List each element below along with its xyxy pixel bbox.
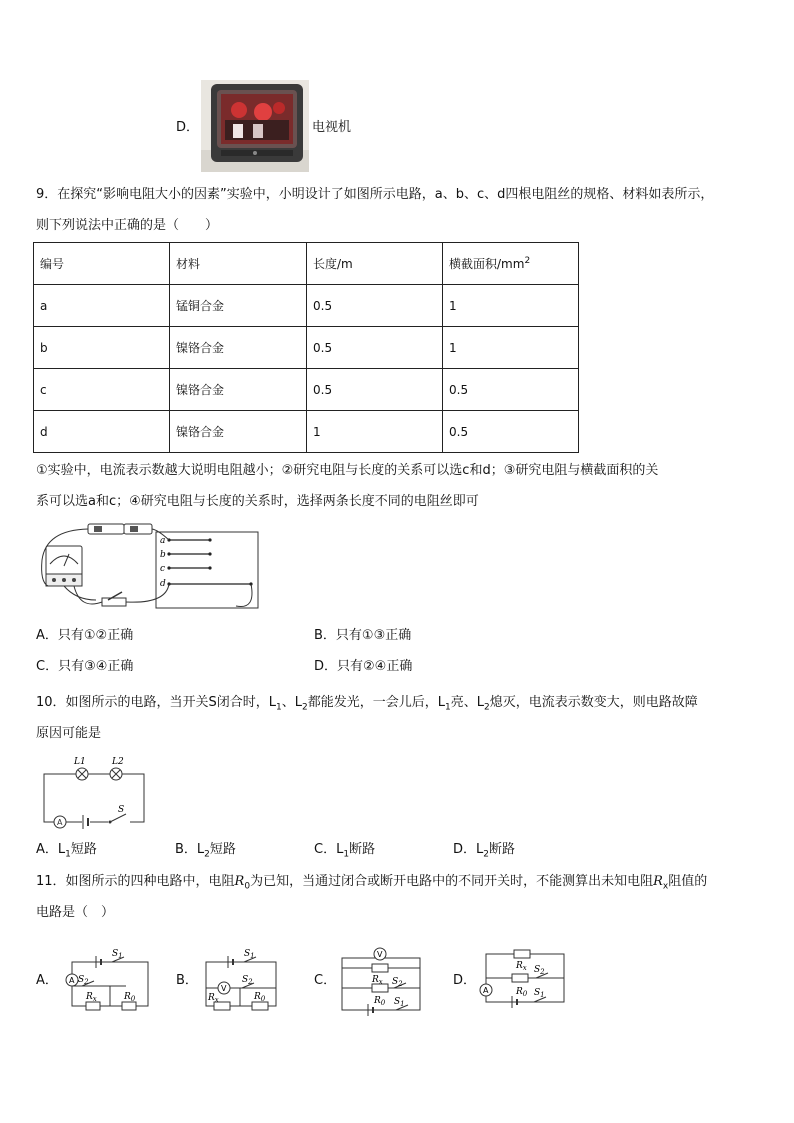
- table-header-row: [34, 243, 579, 285]
- q11-r0-sub: 0: [244, 881, 251, 892]
- table-cell: 0.5: [307, 369, 443, 411]
- q10-option-c-post: 断路: [349, 842, 376, 857]
- svg-text:A: A: [57, 818, 63, 827]
- svg-text:R0: $R_0$: [124, 992, 136, 1003]
- q11-text: 阻值的: [668, 874, 708, 889]
- q9-option-a[interactable]: A．只有①②正确: [36, 628, 134, 643]
- q10-text: 亮、L: [450, 695, 484, 710]
- table-row: [34, 411, 579, 453]
- table-header-cell: 长度/m: [307, 243, 443, 285]
- q10-option-b[interactable]: [175, 840, 236, 865]
- q10-option-a-post: 短路: [70, 842, 97, 857]
- switch-s-label: S: [118, 805, 125, 815]
- svg-text:S2: $S_2$: [242, 975, 253, 986]
- q10-text: 都能发光，一会儿后，L: [307, 695, 446, 710]
- wire-label-d: d: [160, 579, 166, 589]
- q11-r0: R: [234, 874, 245, 889]
- q11-rx-sub: x: [662, 881, 669, 892]
- q10-option-b-text: B．L: [175, 842, 205, 857]
- q11-circuit-a: [62, 948, 152, 1012]
- q11-circuit-d: [476, 944, 570, 1016]
- table-cell: d: [34, 411, 170, 453]
- q10-stem-line1: [36, 693, 698, 718]
- q11-option-d[interactable]: D．: [453, 973, 477, 988]
- q11-option-a[interactable]: A．: [36, 973, 58, 988]
- svg-text:R0: $R_0$: [516, 987, 528, 998]
- q10-option-d-post: 断路: [489, 842, 516, 857]
- tv-image: [201, 80, 309, 172]
- table-header-cell: 编号: [34, 243, 170, 285]
- q9-option-c[interactable]: C．只有③④正确: [36, 659, 134, 674]
- table-cell: 0.5: [307, 327, 443, 369]
- q9-stem-line2: 则下列说法中正确的是（ ）: [36, 218, 219, 233]
- wire-label-a: a: [160, 536, 166, 546]
- svg-text:A: A: [483, 986, 489, 995]
- table-cell: 锰铜合金: [170, 285, 307, 327]
- q10-sub: 1: [276, 702, 282, 713]
- svg-text:S1: $S_1$: [112, 949, 123, 960]
- svg-text:Rx: $R_x$: [86, 992, 97, 1003]
- table-cell: 1: [443, 285, 579, 327]
- q10-option-c[interactable]: [314, 840, 375, 865]
- q11-text: 为已知，当通过闭合或断开电路中的不同开关时，不能测算出未知电阻: [250, 874, 654, 889]
- svg-text:R0: $R_0$: [254, 992, 266, 1003]
- q11-text: 11．如图所示的四种电路中，电阻: [36, 874, 235, 889]
- svg-text:Rx: $R_x$: [372, 975, 383, 986]
- q9-table: [33, 242, 579, 453]
- q11-rx: R: [653, 874, 663, 889]
- q10-option-a-text: A．L: [36, 842, 66, 857]
- q9-stem-line1: 9．在探究“影响电阻大小的因素”实验中，小明设计了如图所示电路，a、b、c、d四根电阻丝的规格、材料如表所示，: [36, 187, 714, 202]
- q10-sub: 1: [445, 702, 451, 713]
- table-cell: 镍铬合金: [170, 369, 307, 411]
- table-cell: 1: [307, 411, 443, 453]
- q11-option-c[interactable]: C．: [314, 973, 337, 988]
- table-header-sup: 2: [524, 256, 531, 266]
- svg-text:V: V: [221, 984, 227, 993]
- svg-text:Rx: $R_x$: [208, 993, 219, 1004]
- svg-text:S2: $S_2$: [534, 965, 545, 976]
- svg-text:Rx: $R_x$: [516, 961, 527, 972]
- svg-text:S2: $S_2$: [78, 975, 89, 986]
- table-row: [34, 285, 579, 327]
- q11-circuit-c: [338, 944, 424, 1016]
- wire-label-c: c: [160, 564, 166, 574]
- q10-option-c-text: C．L: [314, 842, 344, 857]
- q10-option-d[interactable]: [453, 840, 515, 865]
- svg-text:S1: $S_1$: [534, 988, 545, 999]
- svg-text:V: V: [377, 950, 383, 959]
- q8-option-d-label: 电视机: [312, 120, 352, 135]
- q10-option-b-post: 短路: [209, 842, 236, 857]
- q10-sub: 2: [302, 702, 308, 713]
- q9-statements-line1: ①实验中，电流表示数越大说明电阻越小；②研究电阻与长度的关系可以选c和d；③研究电阻与横截面积的关: [36, 463, 659, 478]
- table-cell: 0.5: [307, 285, 443, 327]
- q8-option-d-letter: D．: [176, 120, 200, 135]
- table-header-cell: [443, 243, 579, 285]
- q10-text: 10．如图所示的电路，当开关S闭合时，L: [36, 695, 277, 710]
- table-header-text: 横截面积/mm: [449, 257, 525, 271]
- q9-option-d[interactable]: D．只有②④正确: [314, 659, 413, 674]
- table-cell: 镍铬合金: [170, 327, 307, 369]
- q10-option-c-sub: 1: [343, 849, 350, 860]
- table-cell: 1: [443, 327, 579, 369]
- svg-text:S1: $S_1$: [244, 949, 255, 960]
- q10-circuit-figure: [38, 756, 150, 830]
- wire-label-b: b: [160, 550, 166, 560]
- svg-text:S2: $S_2$: [392, 977, 403, 988]
- table-header-cell: 材料: [170, 243, 307, 285]
- table-cell: 0.5: [443, 411, 579, 453]
- q9-statements-line2: 系可以选a和c；④研究电阻与长度的关系时，选择两条长度不同的电阻丝即可: [36, 494, 479, 509]
- q10-option-a[interactable]: [36, 840, 97, 865]
- lamp-l2-label: L2: [112, 757, 124, 767]
- q11-option-b[interactable]: B．: [176, 973, 198, 988]
- q10-sub: 2: [484, 702, 490, 713]
- q10-option-b-sub: 2: [204, 849, 210, 860]
- q10-stem-line2: 原因可能是: [36, 726, 102, 741]
- svg-text:S1: $S_1$: [394, 997, 405, 1008]
- q11-circuit-b: [200, 948, 282, 1012]
- q9-option-b[interactable]: B．只有①③正确: [314, 628, 412, 643]
- q11-stem-line2: 电路是（ ）: [36, 905, 115, 920]
- q10-text: 熄灭，电流表示数变大，则电路故障: [489, 695, 698, 710]
- q11-stem-line1: [36, 872, 707, 897]
- svg-text:A: A: [69, 976, 75, 985]
- q10-text: 、L: [281, 695, 303, 710]
- table-cell: 0.5: [443, 369, 579, 411]
- table-cell: a: [34, 285, 170, 327]
- svg-text:R0: $R_0$: [374, 996, 386, 1007]
- table-row: [34, 327, 579, 369]
- q10-option-a-sub: 1: [65, 849, 71, 860]
- q10-option-d-text: D．L: [453, 842, 484, 857]
- q9-circuit-figure: [36, 520, 262, 614]
- q10-option-d-sub: 2: [483, 849, 489, 860]
- table-cell: b: [34, 327, 170, 369]
- table-row: [34, 369, 579, 411]
- lamp-l1-label: L1: [74, 757, 86, 767]
- table-cell: 镍铬合金: [170, 411, 307, 453]
- table-cell: c: [34, 369, 170, 411]
